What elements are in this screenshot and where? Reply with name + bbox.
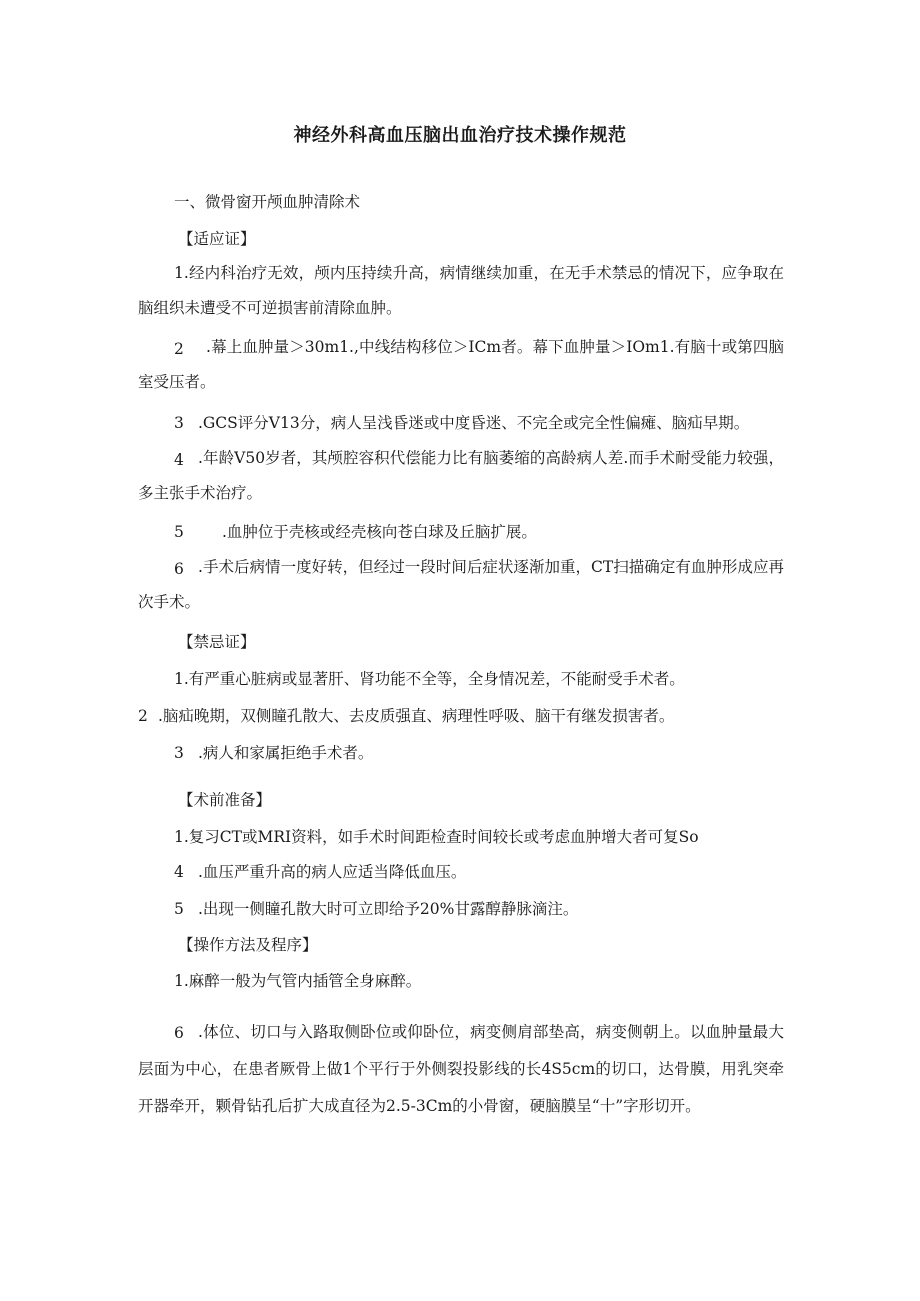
document-title: 神经外科高血压脑出血治疗技术操作规范	[293, 125, 627, 146]
indication-item-5: .血肿位于壳核或经壳核向苍白球及丘脑扩展。	[222, 523, 537, 541]
procedure-item-6-number: 6	[174, 1024, 184, 1042]
contraindication-item-3: .病人和家属拒绝手术者。	[198, 744, 374, 762]
indication-item-1: 1.经内科治疗无效，颅内压持续升高，病情继续加重，在无手术禁忌的情况下，应争取在脑组织未遭受不可逆损害前清除血肿。	[138, 264, 784, 317]
indication-item-2-number: 2	[174, 340, 184, 358]
indication-item-6-number: 6	[174, 560, 184, 578]
section-heading: 一、微骨窗开颅血肿清除术	[174, 193, 361, 211]
indication-item-4: .年龄V50岁者，其颅腔容积代偿能力比有脑萎缩的高龄病人差.而手术耐受能力较强，多主张手术治疗。	[138, 449, 784, 502]
contraindications-heading: 【禁忌证】	[178, 633, 256, 651]
indication-item-3: .GCS评分V13分，病人呈浅昏迷或中度昏迷、不完全或完全性偏瘫、脑疝早期。	[198, 414, 750, 432]
preop-item-1: 1.复习CT或MRI资料，如手术时间距检查时间较长或考虑血肿增大者可复So	[174, 828, 699, 846]
contraindication-item-3-number: 3	[174, 744, 184, 762]
contraindication-item-2: .脑疝晚期，双侧瞳孔散大、去皮质强直、病理性呼吸、脑干有继发损害者。	[158, 707, 675, 725]
contraindication-item-1: 1.有严重心脏病或显著肝、肾功能不全等，全身情况差，不能耐受手术者。	[174, 670, 685, 688]
preop-item-5-number: 5	[174, 900, 184, 918]
indication-item-6: .手术后病情一度好转，但经过一段时间后症状逐渐加重，CT扫描确定有血肿形成应再次手术。	[138, 558, 784, 611]
procedure-item-1: 1.麻醉一般为气管内插管全身麻醉。	[174, 972, 422, 990]
indication-item-5-number: 5	[174, 523, 184, 541]
preop-item-5: .出现一侧瞳孔散大时可立即给予20%甘露醇静脉滴注。	[198, 900, 579, 918]
indication-item-3-number: 3	[174, 414, 184, 432]
procedure-item-6: .体位、切口与入路取侧卧位或仰卧位，病变侧肩部垫高，病变侧朝上。以血肿量最大层面为中心，在患者厥骨上做1个平行于外侧裂投影线的长4S5cm的切口，达骨膜，用乳突牵开器牵开，颗骨钻孔后扩大成直径为2.5-3Cm的小骨窗，硬脑膜呈“十”字形切开。	[138, 1023, 784, 1115]
indications-heading: 【适应证】	[178, 230, 256, 248]
procedure-heading: 【操作方法及程序】	[178, 936, 318, 954]
indication-item-4-number: 4	[174, 451, 184, 469]
contraindication-item-2-number: 2	[138, 707, 148, 725]
preop-item-4-number: 4	[174, 863, 184, 881]
indication-item-2: .幕上血肿量＞30m1.,中线结构移位＞ICm者。幕下血肿量＞IOm1.有脑十或第四脑室受压者。	[138, 338, 784, 391]
preop-item-4: .血压严重升高的病人应适当降低血压。	[198, 863, 467, 881]
preop-heading: 【术前准备】	[178, 791, 272, 809]
